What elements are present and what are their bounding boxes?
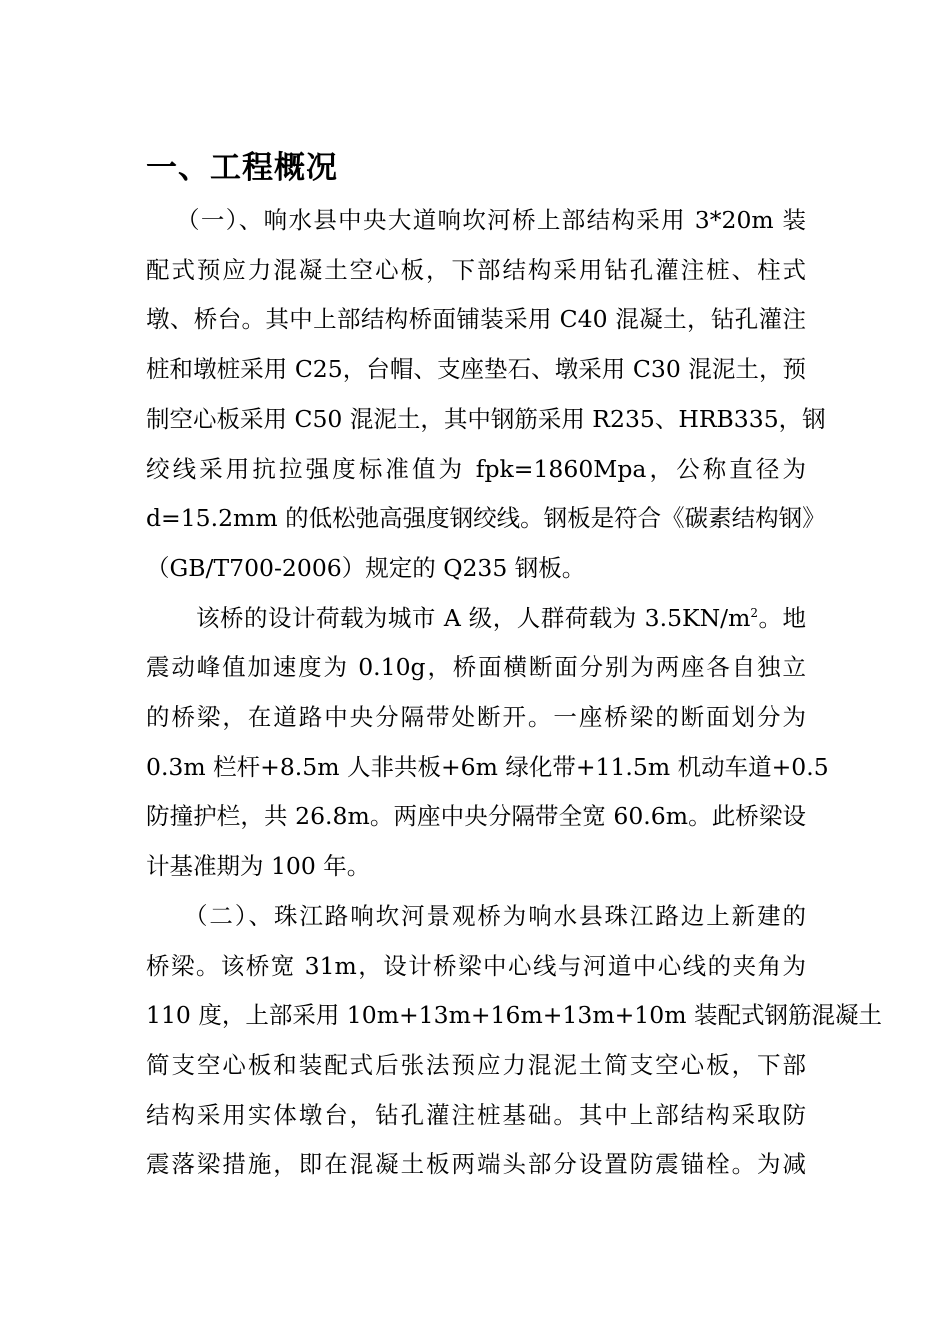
paragraph-project-one [146,196,826,594]
text-line: 配式预应力混凝土空心板，下部结构采用钻孔灌注桩、柱式 [146,255,806,284]
text-line: 结构采用实体墩台，钻孔灌注桩基础。其中上部结构采取防 [146,1100,806,1129]
text-line: （GB/T700-2006）规定的 Q235 钢板。 [146,553,586,582]
text-line: 制空心板采用 C50 混泥土，其中钢筋采用 R235、HRB335，钢 [146,404,826,433]
text-line: 桥梁。该桥宽 31m，设计桥梁中心线与河道中心线的夹角为 [146,951,806,980]
paragraph-design-load [146,594,829,892]
section-heading: 一、工程概况 [146,150,338,186]
text-line-with-superscript [146,594,806,644]
text-line: （一）、响水县中央大道响坎河桥上部结构采用 3*20m 装 [176,206,806,234]
text-line: 震落梁措施，即在混凝土板两端头部分设置防震锚栓。为减 [146,1150,806,1179]
text-line: （二）、珠江路响坎河景观桥为响水县珠江路边上新建的 [184,901,806,930]
text-line: 绞线采用抗拉强度标准值为 fpk=1860Mpa，公称直径为 [146,454,806,483]
text-line: 的桥梁，在道路中央分隔带处断开。一座桥梁的断面划分为 [146,703,806,732]
superscript: 2 [750,605,759,620]
text-line: 墩、桥台。其中上部结构桥面铺装采用 C40 混凝土，钻孔灌注 [146,305,806,334]
text-line: 桩和墩桩采用 C25，台帽、支座垫石、墩采用 C30 混泥土，预 [146,355,806,384]
text-line: 0.3m 栏杆+8.5m 人非共板+6m 绿化带+11.5m 机动车道+0.5 [146,752,829,781]
text-line: 简支空心板和装配式后张法预应力混泥土简支空心板，下部 [146,1050,806,1079]
text-line: 计基准期为 100 年。 [146,852,371,881]
text-fragment: 。地 [758,603,806,632]
document-content [146,140,882,1190]
paragraph-project-two [146,892,882,1190]
text-line: d=15.2mm 的低松弛高强度钢绞线。钢板是符合《碳素结构钢》 [146,504,826,533]
text-line: 震动峰值加速度为 0.10g，桥面横断面分别为两座各自独立 [146,653,806,682]
text-fragment: 该桥的设计荷载为城市 A 级，人群荷载为 3.5KN/m [196,603,751,632]
text-line: 110 度，上部采用 10m+13m+16m+13m+10m 装配式钢筋混凝土 [146,1001,882,1030]
text-line: 防撞护栏，共 26.8m。两座中央分隔带全宽 60.6m。此桥梁设 [146,802,806,831]
